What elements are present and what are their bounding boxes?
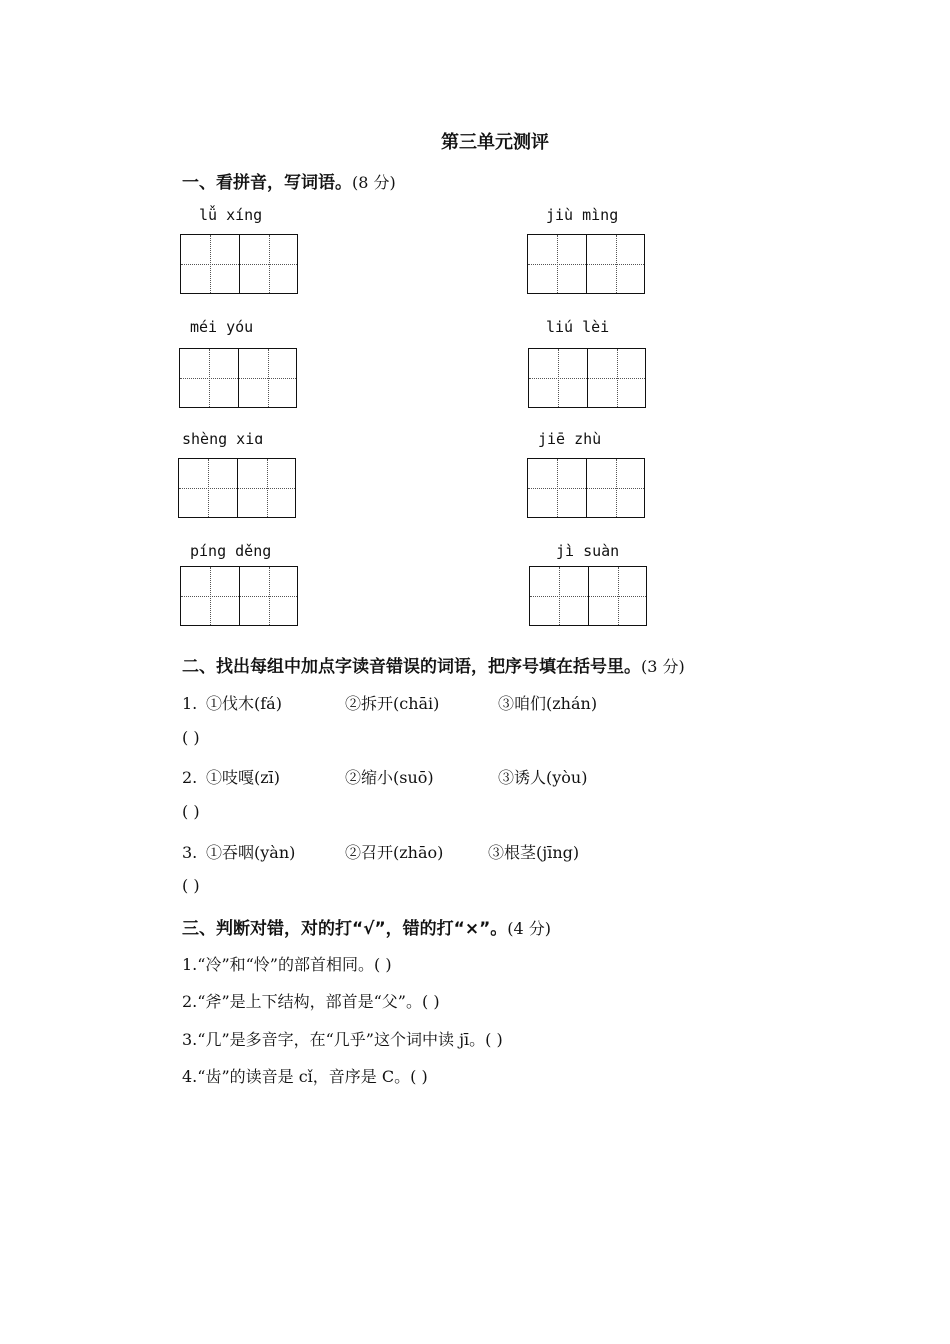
section2-title: 二、找出每组中加点字读音错误的词语，把序号填在括号里。 xyxy=(182,657,641,677)
option: ②拆开(chāi) xyxy=(345,694,440,713)
writing-grid[interactable] xyxy=(527,234,645,294)
section1-heading xyxy=(182,168,396,193)
page-title: 第三单元测评 xyxy=(441,132,549,153)
option: ②缩小(suō) xyxy=(345,768,434,787)
pinyin-label: liú lèi xyxy=(546,318,610,336)
answer-blank[interactable]: ( ) xyxy=(182,876,200,895)
pinyin-label: jì suàn xyxy=(556,542,620,560)
section3-title: 三、判断对错，对的打“√”，错的打“×”。 xyxy=(182,919,508,939)
judge-item: 4.“齿”的读音是 cǐ，音序是 C。( ) xyxy=(182,1067,428,1086)
section1-title: 一、看拼音，写词语。 xyxy=(182,173,352,193)
writing-grid[interactable] xyxy=(529,566,647,626)
writing-grid[interactable] xyxy=(180,566,298,626)
answer-blank[interactable]: ( ) xyxy=(182,802,200,821)
pinyin-label: jiē zhù xyxy=(538,430,602,448)
option: ①伐木(fá) xyxy=(206,694,282,713)
question-line xyxy=(182,691,597,714)
judge-item: 1.“冷”和“怜”的部首相同。( ) xyxy=(182,955,392,974)
pinyin-label: lǚ xíng xyxy=(199,206,263,224)
answer-blank[interactable]: ( ) xyxy=(182,728,200,747)
option: ③咱们(zhán) xyxy=(498,694,598,713)
writing-grid[interactable] xyxy=(180,234,298,294)
judge-item: 2.“斧”是上下结构，部首是“父”。( ) xyxy=(182,992,440,1011)
section3-heading xyxy=(182,914,551,939)
option: ③诱人(yòu) xyxy=(498,768,588,787)
pinyin-label: píng děng xyxy=(190,542,272,560)
question-number: 2. xyxy=(182,768,198,787)
writing-grid[interactable] xyxy=(178,458,296,518)
question-number: 3. xyxy=(182,843,198,862)
question-line xyxy=(182,840,579,863)
judge-item: 3.“几”是多音字，在“几乎”这个词中读 jī。( ) xyxy=(182,1030,503,1049)
option: ③根茎(jīng) xyxy=(488,843,580,862)
section3-score: (4 分) xyxy=(507,919,552,938)
writing-grid[interactable] xyxy=(528,348,646,408)
option: ①吱嘎(zī) xyxy=(206,768,281,787)
section2-heading xyxy=(182,652,685,677)
writing-grid[interactable] xyxy=(179,348,297,408)
section2-score: (3 分) xyxy=(641,657,685,676)
option: ②召开(zhāo) xyxy=(345,843,444,862)
pinyin-label: shèng xiɑ xyxy=(182,430,264,448)
pinyin-label: méi yóu xyxy=(190,318,254,336)
option: ①吞咽(yàn) xyxy=(206,843,296,862)
question-line xyxy=(182,765,587,788)
section1-score: (8 分) xyxy=(352,173,396,192)
question-number: 1. xyxy=(182,694,198,713)
pinyin-label: jiù mìng xyxy=(546,206,619,224)
writing-grid[interactable] xyxy=(527,458,645,518)
